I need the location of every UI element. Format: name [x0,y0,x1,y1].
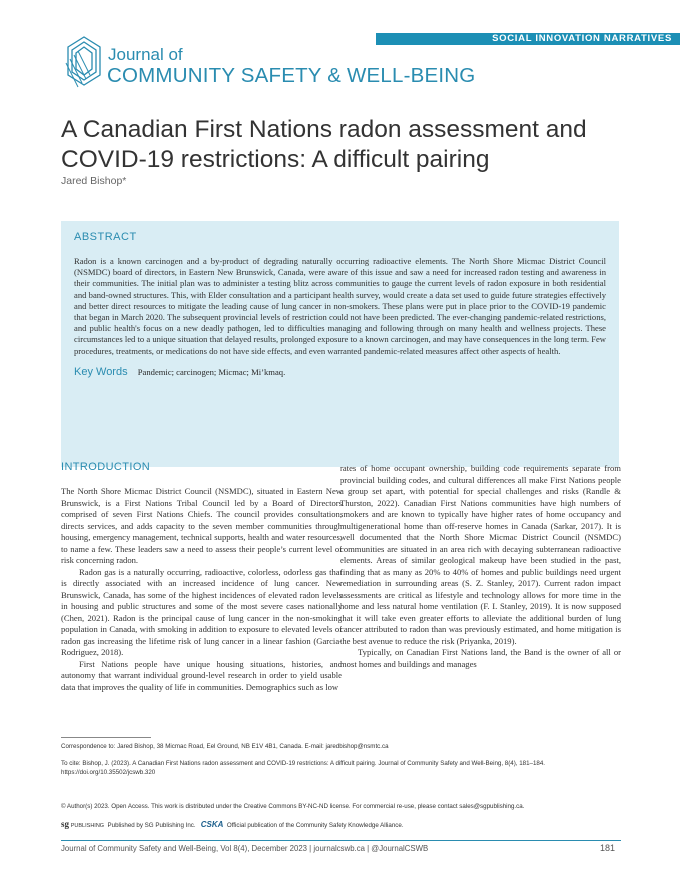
paragraph: The North Shore Micmac District Council (NSMDC), situated in Eastern New Brunswick, is a First Nations Tribal Council led by a Board of Directors comprised of seven First Nations Chiefs. The council provides consultation, directs services, and adds capacity to the seven member communities through housing, emergency management, technical supports, health and water resources, to name a few. These leaders saw a need to assess their people’s current level of risk concerning radon. [61,486,342,565]
sg-logo: sg [61,819,70,829]
paragraph: Radon gas is a naturally occurring, radioactive, colorless, odorless gas that is directly associated with an increased incidence of lung cancer. New Brunswick, Canada, has some of the highest incidences of elevated radon levels in housing and public structures and some of the most severe cases nationally (Chen, 2021). Radon is the principal cause of lung cancer in the non-smoking population in Canada, with smoking in addition to exposure to elevated levels of radon gas increasing the lifetime risk of lung cancer in a linear fashion (Garcia-Rodriguez, 2018). [61,566,342,657]
page-footer: Journal of Community Safety and Well-Being, Vol 8(4), December 2023 | journalcswb.ca | @JournalCSWB [61,844,429,853]
page-number: 181 [600,843,616,853]
paragraph: rates of home occupant ownership, building code requirements separate from provincial building codes, and cultural differences all make First Nations people a group set apart, with potential for special challenges and risks (Randle & Thurston, 2022). Canadian First Nations communities have high numbers of smokers and are known to typically have higher rates of home occupancy and multigenerational home than off-reserve homes in Canada (Sarkar, 2017). It is well documented that the North Shore Micmac District Council (NSMDC) communities are situated in an area rich with decaying subterranean radioactive elements. Areas of similar geological makeup have been studied in the past, finding that as many as 20% to 40% of homes and public buildings need urgent remediation in surrounding areas (S. Z. Stanley, 2017). Current radon impact assessments are critical as lifestyle and technology allows for more time in the home and less natural home ventilation (F. I. Stanley, 2019). It is now supposed that it will take even greater efforts to alleviate the additional burden of lung cancer attributed to radon than was previously estimated, and home mitigation is the best avenue to reduce the risk (Priyanka, 2019). [340,463,621,646]
body-column-right [340,463,621,670]
sg-publishing-word: PUBLISHING [70,823,105,829]
footnote-divider [61,737,151,738]
abstract-text: Radon is a known carcinogen and a by-product of degrading naturally occurring radioactive elements. The North Shore Micmac District Council (NSMDC) board of directors, in Eastern New Brunswick, Canada, were aware of this issue and saw a need for increased radon testing and awareness in their communities. The initial plan was to administer a testing blitz across communities to gauge the current levels of radon exposure in both residential and band-owned structures. This, with Elder consultation and a participant health survey, would create a data set used to guide future strategies effectively and better direct resources to mitigate the leading cause of lung cancer in non-smokers. These plans were put in place prior to the COVID-19 pandemic that began in March 2020. The subsequent provincial levels of restriction could not have been predicted. The ever-changing pandemic-related restrictions, and public health's focus on a new deadly pathogen, led to difficulties managing and following through on many health and wellness projects. These circumstances led to a unique situation that delayed results, prolonged exposure to a known carcinogen, and may have consequences in the long term. Few procedures, treatments, or medications do not have side effects, and even warranted pandemic-related measures affect other aspects of health. [74,256,606,356]
correspondence-note: Correspondence to: Jared Bishop, 38 Micmac Road, Eel Ground, NB E1V 4B1, Canada. E-mail: jaredbishop@nsmtc.ca [61,743,389,750]
abstract-box [61,221,619,467]
paragraph: First Nations people have unique housing situations, histories, and autonomy that warrant individual ground-level research in order to yield usable data that improves the quality of life in communities. Demographics such as low [61,658,342,692]
section-banner: SOCIAL INNOVATION NARRATIVES [376,33,680,45]
article-title: A Canadian First Nations radon assessment and COVID-19 restrictions: A difficult pairing [61,116,587,173]
published-by: Published by SG Publishing Inc. [107,822,196,829]
introduction-heading: INTRODUCTION [61,461,151,473]
article-author: Jared Bishop* [61,175,127,187]
keywords [74,366,606,378]
journal-name-line2: COMMUNITY SAFETY & WELL-BEING [107,64,476,87]
journal-name-line1: Journal of [108,45,183,64]
journal-logo-icon [62,33,106,89]
footer-divider [61,840,621,841]
publisher-line [61,819,404,829]
official-publication: Official publication of the Community Safety Knowledge Alliance. [226,822,404,829]
abstract-heading: ABSTRACT [74,231,137,243]
cska-logo: CSKA [200,820,224,829]
citation-note: To cite: Bishop, J. (2023). A Canadian First Nations radon assessment and COVID-19 restrictions: A difficult pairing. Journal of Community Safety and Well-Being, 8(4), 181–184. https://doi.org/10.35502/jcswb.320 [61,760,546,776]
body-column-left [61,486,342,693]
keywords-label: Key Words [74,365,128,378]
license-note: © Author(s) 2023. Open Access. This work is distributed under the Creative Commons BY-NC-ND license. For commercial re-use, please contact sales@sgpublishing.ca. [61,803,525,810]
keywords-list: Pandemic; carcinogen; Micmac; Mi’kmaq. [137,366,286,377]
paragraph: Typically, on Canadian First Nations land, the Band is the owner of all or most homes and buildings and manages [340,647,621,669]
